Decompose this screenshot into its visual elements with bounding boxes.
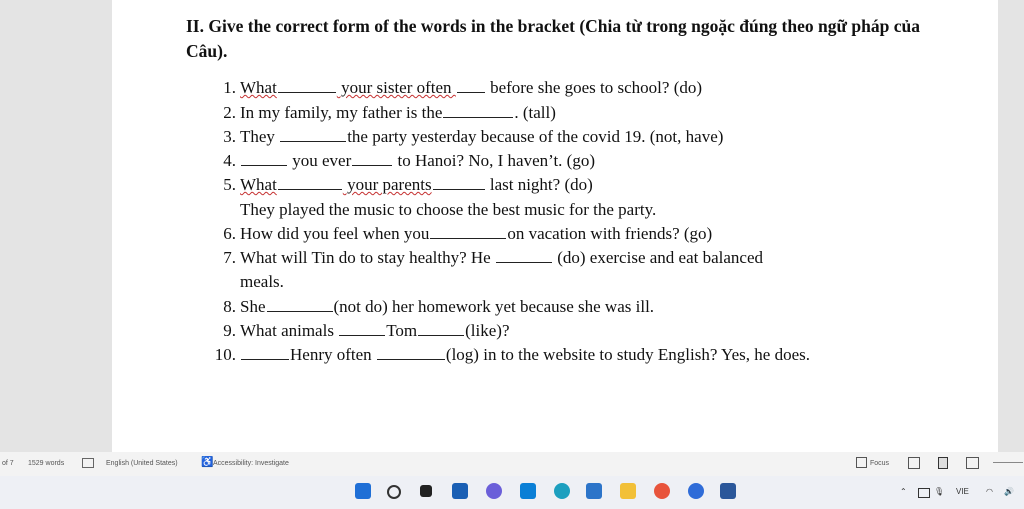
tray-mic-icon[interactable]: 🎙 [934, 487, 945, 496]
chat-icon[interactable] [486, 483, 502, 499]
language-status[interactable]: English (United States) [106, 460, 178, 467]
windows-start-icon[interactable] [355, 483, 371, 499]
zoom-slider[interactable] [993, 462, 1023, 463]
question-1: 1. What your sister often before she goes to school? (do) [223, 78, 703, 97]
mail-icon[interactable] [520, 483, 536, 499]
taskbar [0, 476, 1024, 509]
volume-icon[interactable]: 🔊 [1004, 487, 1014, 496]
page-count[interactable]: of 7 [2, 460, 14, 467]
accessibility-status[interactable]: Accessibility: Investigate [213, 460, 289, 467]
question-4: 4. you ever to Hanoi? No, I haven’t. (go) [223, 151, 596, 170]
widgets-icon[interactable] [452, 483, 468, 499]
question-10: 10. Henry often (log) in to the website to study English? Yes, he does. [214, 345, 810, 364]
tray-network-drive-icon[interactable] [918, 488, 930, 498]
word-count[interactable]: 1529 words [28, 460, 65, 467]
question-2: 2. In my family, my father is the . (tall) [223, 103, 556, 122]
store-icon[interactable] [586, 483, 602, 499]
status-bar [0, 452, 1024, 476]
print-layout-icon[interactable] [938, 457, 948, 469]
file-explorer-icon[interactable] [620, 483, 636, 499]
wifi-icon[interactable]: ◠ [986, 487, 993, 496]
edge-browser-icon[interactable] [554, 483, 570, 499]
tray-chevron-icon[interactable]: ⌃ [900, 487, 907, 496]
question-7: 7. What will Tin do to stay healthy? He (do) exercise and eat balanced [223, 248, 764, 267]
question-5: 5. What your parents last night? (do) [223, 175, 593, 194]
focus-button[interactable]: Focus [870, 460, 890, 467]
accessibility-icon: ♿ [201, 457, 214, 468]
question-6: 6. How did you feel when you on vacation with friends? (go) [223, 224, 713, 243]
search-icon[interactable] [387, 485, 401, 499]
proofing-icon[interactable] [82, 458, 94, 468]
web-layout-icon[interactable] [966, 457, 979, 469]
question-9: 9. What animals Tom (like)? [223, 321, 510, 340]
input-language[interactable]: VIE [956, 487, 969, 496]
document-left-margin [0, 0, 112, 452]
question-3: 3. They the party yesterday because of the covid 19. (not, have) [223, 127, 724, 146]
exercise-heading: II. Give the correct form of the words in the bracket (Chia từ trong ngoặc đúng theo ngữ pháp của Câu). [186, 16, 920, 61]
question-7-continuation: meals. [240, 272, 284, 291]
task-view-icon[interactable] [420, 485, 432, 497]
question-8: 8. She (not do) her homework yet because she was ill. [223, 297, 655, 316]
focus-icon [856, 457, 867, 468]
read-mode-icon[interactable] [908, 457, 920, 469]
zoom-app-icon[interactable] [688, 483, 704, 499]
document-right-margin [998, 0, 1024, 452]
word-app-icon[interactable] [720, 483, 736, 499]
chrome-icon[interactable] [654, 483, 670, 499]
question-5-answer-line: They played the music to choose the best music for the party. [240, 200, 657, 219]
